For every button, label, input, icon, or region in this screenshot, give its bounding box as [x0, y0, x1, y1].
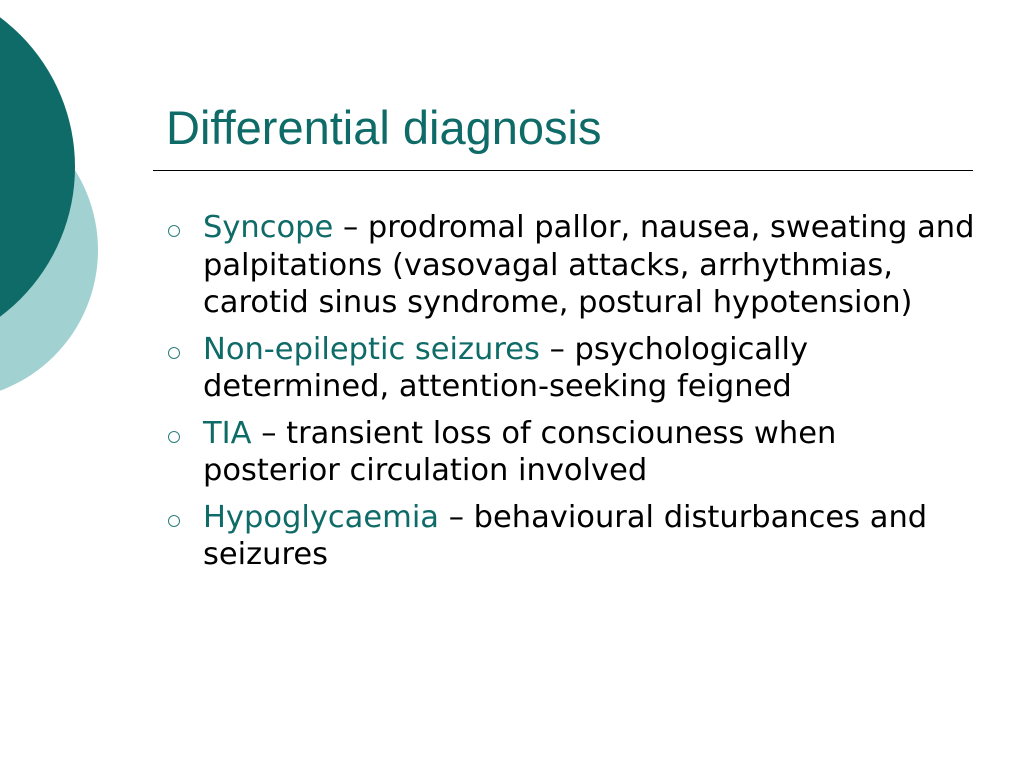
title-divider	[153, 170, 973, 171]
bullet-item-syncope	[167, 209, 977, 322]
bullet-term: Hypoglycaemia	[203, 499, 439, 535]
bullet-circle-icon	[168, 431, 180, 443]
slide-title: Differential diagnosis	[166, 101, 602, 154]
bullet-description: – transient loss of consciouness when posterior circulation involved	[203, 415, 837, 488]
bullet-item-non-epileptic-seizures	[167, 331, 977, 406]
bullet-circle-icon	[168, 515, 180, 527]
bullet-circle-icon	[168, 225, 180, 237]
bullet-description: – behavioural disturbances and seizures	[203, 499, 928, 572]
bullet-item-hypoglycaemia	[167, 499, 977, 574]
bullet-description: – prodromal pallor, nausea, sweating and palpitations (vasovagal attacks, arrhythmias, carotid sinus syndrome, postural hypotension)	[203, 210, 975, 320]
bullet-list	[167, 209, 977, 583]
bullet-circle-icon	[168, 347, 180, 359]
bullet-item-tia	[167, 415, 977, 490]
bullet-term: Non-epileptic seizures	[203, 331, 540, 367]
bullet-description: – psychologically determined, attention-seeking feigned	[203, 331, 809, 404]
bullet-term: Syncope	[203, 210, 334, 245]
bullet-term: TIA	[203, 415, 252, 451]
decorative-circles	[0, 0, 110, 410]
